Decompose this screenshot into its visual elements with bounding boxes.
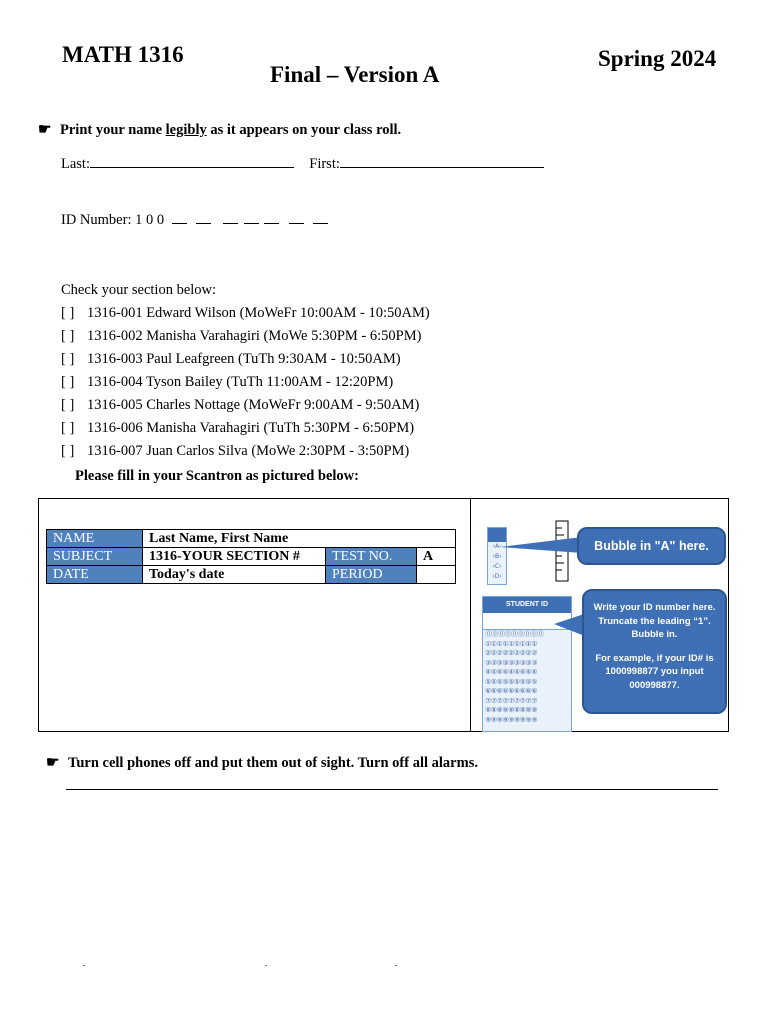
phones-instruction: [46, 753, 478, 772]
instruction-text-part2: as it appears on your class roll.: [206, 122, 402, 138]
subject-label-cell: SUBJECT: [47, 548, 143, 566]
section-option[interactable]: [61, 417, 430, 440]
scan-speck: [265, 965, 267, 966]
instruction-underlined-word: legibly: [165, 122, 207, 138]
section-checkbox[interactable]: [ ]: [61, 443, 75, 459]
phones-instruction-text: Turn cell phones off and put them out of sight. Turn off all alarms.: [68, 755, 478, 771]
section-label: 1316-006 Manisha Varahagiri (TuTh 5:30PM - 6:50PM): [87, 420, 415, 436]
subject-value-cell: 1316-YOUR SECTION #: [143, 548, 326, 566]
section-option[interactable]: [61, 302, 430, 325]
id-number-row: [61, 209, 328, 229]
section-checkbox[interactable]: [ ]: [61, 420, 75, 436]
section-label: 1316-007 Juan Carlos Silva (MoWe 2:30PM - 3:50PM): [87, 443, 410, 459]
callout-pointer-icon: [500, 535, 584, 555]
section-label: 1316-002 Manisha Varahagiri (MoWe 5:30PM - 6:50PM): [87, 328, 422, 344]
name-value-cell: Last Name, First Name: [143, 530, 456, 548]
section-label: 1316-001 Edward Wilson (MoWeFr 10:00AM - 10:50AM): [87, 305, 430, 321]
student-id-bubbles: ⓪⓪⓪⓪⓪⓪⓪⓪⓪ ①①①①①①①①① ②②②②②②②②② ③③③③③③③③③ ④④④④④④④④④ ⑤⑤⑤⑤⑤⑤⑤⑤⑤ ⑥⑥⑥⑥⑥⑥⑥⑥⑥ ⑦⑦⑦⑦⑦⑦⑦⑦⑦ ⑧⑧⑧⑧⑧⑧⑧⑧⑧ ⑨⑨⑨⑨⑨⑨⑨⑨⑨: [485, 630, 544, 724]
exam-title: Final – Version A: [270, 62, 440, 87]
last-name-label: Last:: [61, 156, 90, 172]
pointing-hand-icon: ☛: [38, 122, 52, 138]
course-title: MATH 1316: [62, 42, 184, 67]
id-callout-instruction: Write your ID number here. Truncate the leading “1”. Bubble in.: [593, 602, 716, 640]
section-option[interactable]: [61, 371, 430, 394]
term-label: Spring 2024: [598, 46, 717, 71]
test-no-label-cell: TEST NO.: [326, 548, 417, 566]
section-checkbox[interactable]: [ ]: [61, 328, 75, 344]
panel-divider: [470, 498, 471, 732]
section-list: [61, 302, 430, 463]
id-callout: [582, 589, 727, 714]
scan-speck: [83, 965, 85, 966]
bubble-a: ‹A›: [492, 543, 502, 550]
section-label: 1316-003 Paul Leafgreen (TuTh 9:30AM - 10:50AM): [87, 351, 401, 367]
section-intro: Check your section below:: [61, 282, 217, 298]
period-value-cell: [417, 566, 456, 584]
scantron-instruction: Please fill in your Scantron as pictured below:: [75, 468, 359, 484]
last-name-field[interactable]: [90, 153, 294, 168]
bubble-b: ‹B›: [492, 553, 502, 560]
student-id-header: STUDENT ID: [483, 597, 571, 613]
scan-speck: [395, 965, 397, 966]
id-number-label: ID Number:: [61, 212, 132, 228]
test-no-value-cell: A: [417, 548, 456, 566]
section-option[interactable]: [61, 440, 430, 463]
period-label-cell: PERIOD: [326, 566, 417, 584]
instruction-text-part1: Print your name: [60, 122, 166, 138]
section-label: 1316-004 Tyson Bailey (TuTh 11:00AM - 12:20PM): [87, 374, 394, 390]
section-checkbox[interactable]: [ ]: [61, 374, 75, 390]
section-option[interactable]: [61, 394, 430, 417]
first-name-label: First:: [309, 156, 340, 172]
section-checkbox[interactable]: [ ]: [61, 351, 75, 367]
section-checkbox[interactable]: [ ]: [61, 397, 75, 413]
name-label-cell: NAME: [47, 530, 143, 548]
date-value-cell: Today's date: [143, 566, 326, 584]
name-instruction: [38, 120, 401, 139]
bubble-a-callout: Bubble in "A" here.: [577, 527, 726, 565]
section-option[interactable]: [61, 348, 430, 371]
date-label-cell: DATE: [47, 566, 143, 584]
section-option[interactable]: [61, 325, 430, 348]
separator-line: [66, 789, 718, 790]
section-checkbox[interactable]: [ ]: [61, 305, 75, 321]
id-number-prefix: 1 0 0: [135, 212, 165, 228]
bubble-d: ‹D›: [492, 573, 502, 580]
section-label: 1316-005 Charles Nottage (MoWeFr 9:00AM - 9:50AM): [87, 397, 420, 413]
bubble-c: ‹C›: [492, 563, 502, 570]
pointing-hand-icon: ☛: [46, 755, 60, 771]
first-name-field[interactable]: [340, 153, 544, 168]
id-digit-blanks[interactable]: [168, 209, 329, 229]
scantron-header-table: [46, 529, 456, 584]
id-callout-example: For example, if your ID# is 1000998877 you input 000998877.: [595, 652, 714, 691]
name-fields: [61, 153, 544, 173]
